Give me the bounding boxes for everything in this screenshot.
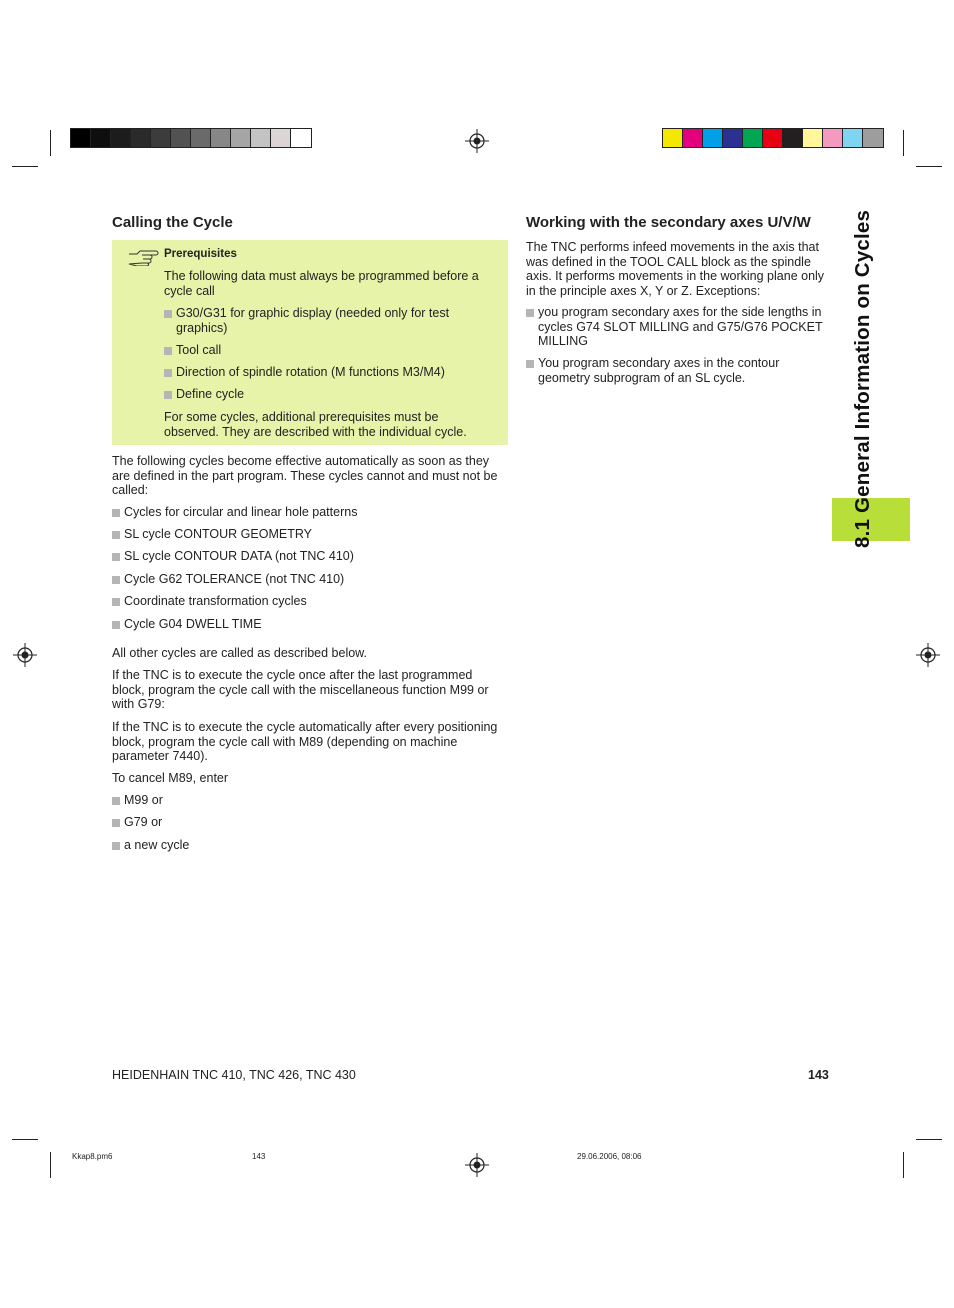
auto-cycle-item: SL cycle CONTOUR DATA (not TNC 410)	[112, 549, 354, 564]
slug-datetime: 29.06.2006, 08:06	[577, 1152, 642, 1161]
process-color-bar	[662, 128, 884, 148]
section-heading-secondary-axes: Working with the secondary axes U/V/W	[526, 214, 811, 231]
gray-swatch	[251, 129, 271, 147]
grayscale-color-bar	[70, 128, 312, 148]
section-heading-calling-cycle: Calling the Cycle	[112, 214, 233, 231]
exception-item: you program secondary axes for the side lengths in cycles G74 SLOT MILLING and G75/G76 POCKET MILLING	[526, 305, 830, 349]
pointing-hand-icon	[128, 248, 160, 266]
color-swatch	[843, 129, 863, 147]
color-swatch	[703, 129, 723, 147]
note-list-item: Direction of spindle rotation (M functions M3/M4)	[164, 365, 445, 380]
secondary-axes-intro: The TNC performs infeed movements in the axis that was defined in the TOOL CALL block as the spindle axis. It performs movements in the working plane only in the principle axes X, Y or Z. Exceptions:	[526, 240, 825, 298]
paragraph-execute-once: If the TNC is to execute the cycle once after the last programmed block, program the cycle call with the miscellaneous function M99 or with G79:	[112, 668, 489, 711]
note-intro: The following data must always be programmed before a cycle call	[164, 269, 479, 298]
auto-cycle-item: Cycle G62 TOLERANCE (not TNC 410)	[112, 572, 344, 587]
gray-swatch	[191, 129, 211, 147]
cancel-option-item: a new cycle	[112, 838, 189, 853]
registration-mark-icon	[13, 643, 37, 667]
paragraph-execute-auto: If the TNC is to execute the cycle automatically after every positioning block, program the cycle call with M89 (depending on machine parameter 7440).	[112, 720, 498, 763]
gray-swatch	[171, 129, 191, 147]
slug-page: 143	[252, 1152, 266, 1161]
prerequisites-note-box	[112, 240, 508, 445]
note-list-item: G30/G31 for graphic display (needed only for test graphics)	[164, 306, 456, 335]
auto-cycle-item: Cycle G04 DWELL TIME	[112, 617, 262, 632]
note-title: Prerequisites	[164, 248, 237, 260]
color-swatch	[723, 129, 743, 147]
gray-swatch	[71, 129, 91, 147]
footer-page-number: 143	[808, 1068, 829, 1082]
gray-swatch	[291, 129, 311, 147]
cancel-option-item: M99 or	[112, 793, 163, 808]
color-swatch	[663, 129, 683, 147]
auto-cycle-item: SL cycle CONTOUR GEOMETRY	[112, 527, 312, 542]
gray-swatch	[231, 129, 251, 147]
gray-swatch	[151, 129, 171, 147]
color-swatch	[743, 129, 763, 147]
note-list-item: Tool call	[164, 343, 221, 358]
color-swatch	[763, 129, 783, 147]
note-list-item: Define cycle	[164, 387, 244, 402]
slug-file-name: Kkap8.pm6	[72, 1152, 113, 1161]
auto-cycle-item: Coordinate transformation cycles	[112, 594, 307, 609]
color-swatch	[783, 129, 803, 147]
gray-swatch	[271, 129, 291, 147]
note-outro: For some cycles, additional prerequisites must be observed. They are described with the individual cycle.	[164, 410, 467, 439]
color-swatch	[823, 129, 843, 147]
color-swatch	[683, 129, 703, 147]
registration-mark-icon	[916, 643, 940, 667]
chapter-side-title: 8.1 General Information on Cycles	[851, 209, 874, 548]
auto-cycle-item: Cycles for circular and linear hole patterns	[112, 505, 357, 520]
color-swatch	[803, 129, 823, 147]
gray-swatch	[91, 129, 111, 147]
gray-swatch	[211, 129, 231, 147]
footer-product-name: HEIDENHAIN TNC 410, TNC 426, TNC 430	[112, 1068, 356, 1082]
gray-swatch	[131, 129, 151, 147]
gray-swatch	[111, 129, 131, 147]
registration-mark-icon	[465, 1153, 489, 1177]
auto-cycles-intro: The following cycles become effective automatically as soon as they are defined in the part program. These cycles cannot and must not be called:	[112, 454, 498, 497]
exception-item: You program secondary axes in the contour geometry subprogram of an SL cycle.	[526, 356, 830, 385]
cancel-option-item: G79 or	[112, 815, 162, 830]
registration-mark-icon	[465, 129, 489, 153]
paragraph-other-cycles: All other cycles are called as described below.	[112, 646, 367, 660]
color-swatch	[863, 129, 883, 147]
paragraph-cancel-m89: To cancel M89, enter	[112, 771, 229, 785]
